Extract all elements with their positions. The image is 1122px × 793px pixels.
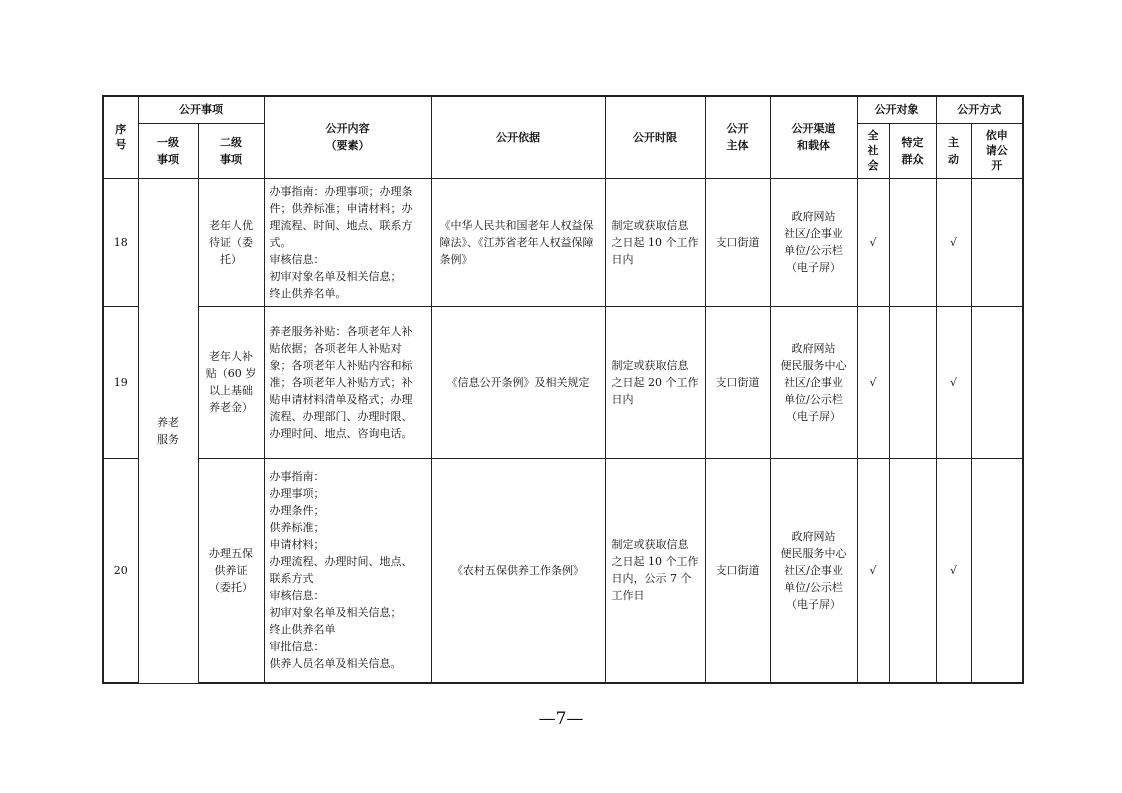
row-target-all-check: √	[857, 458, 889, 683]
row-target-all-check: √	[857, 178, 889, 306]
row-target-all-check: √	[857, 306, 889, 458]
row-channel: 政府网站 社区/企事业 单位/公示栏 （电子屏）	[770, 178, 857, 306]
header-target-specific: 特定 群众	[889, 123, 936, 178]
row-method-request-check	[971, 306, 1023, 458]
category-level1: 养老 服务	[138, 178, 198, 683]
table-row	[103, 306, 1023, 458]
row-method-request-check	[971, 178, 1023, 306]
row-subject: 支口街道	[705, 306, 770, 458]
row-subject: 支口街道	[705, 178, 770, 306]
row-level2: 老年人补 贴（60 岁 以上基础 养老金）	[198, 306, 264, 458]
row-channel: 政府网站 便民服务中心 社区/企事业 单位/公示栏 （电子屏）	[770, 306, 857, 458]
table-row	[103, 458, 1023, 683]
header-deadline: 公开时限	[605, 96, 705, 178]
header-row-1	[103, 96, 1023, 123]
table-row	[103, 178, 1023, 306]
header-channel: 公开渠道 和载体	[770, 96, 857, 178]
row-seq: 20	[103, 458, 138, 683]
row-deadline: 制定或获取信息之日起 10 个工作日内	[605, 178, 705, 306]
row-basis: 《信息公开条例》及相关规定	[431, 306, 605, 458]
header-method-request: 依申请公开	[971, 123, 1023, 178]
row-content: 养老服务补贴：各项老年人补 贴依据；各项老年人补贴对 象；各项老年人补贴内容和标 准；各项老年人补贴方式；补 贴申请材料清单及格式；办理 流程、办理部门、办理时限、 办理时间、地点、咨询电话。	[264, 306, 431, 458]
row-target-specific-check	[889, 306, 936, 458]
header-basis: 公开依据	[431, 96, 605, 178]
header-content: 公开内容 （要素）	[264, 96, 431, 178]
row-basis: 《中华人民共和国老年人权益保障法》、《江苏省老年人权益保障条例》	[431, 178, 605, 306]
row-level2: 老年人优 待证（委 托）	[198, 178, 264, 306]
page-number: —7—	[538, 709, 584, 729]
row-method-request-check	[971, 458, 1023, 683]
row-deadline: 制定或获取信息之日起 20 个工作日内	[605, 306, 705, 458]
header-target: 公开对象	[857, 96, 936, 123]
row-method-active-check: √	[936, 306, 971, 458]
row-subject: 支口街道	[705, 458, 770, 683]
row-seq: 18	[103, 178, 138, 306]
header-method: 公开方式	[936, 96, 1023, 123]
row-basis: 《农村五保供养工作条例》	[431, 458, 605, 683]
row-method-active-check: √	[936, 458, 971, 683]
row-channel: 政府网站 便民服务中心 社区/企事业 单位/公示栏 （电子屏）	[770, 458, 857, 683]
row-seq: 19	[103, 306, 138, 458]
header-level1: 一级 事项	[138, 123, 198, 178]
header-level2: 二级 事项	[198, 123, 264, 178]
row-deadline: 制定或获取信息之日起 10 个工作日内，公示 7 个工作日	[605, 458, 705, 683]
row-method-active-check: √	[936, 178, 971, 306]
header-seq: 序号	[103, 96, 138, 178]
header-method-active: 主 动	[936, 123, 971, 178]
disclosure-table	[102, 95, 1024, 684]
row-target-specific-check	[889, 178, 936, 306]
header-target-all: 全社会	[857, 123, 889, 178]
header-subject: 公开 主体	[705, 96, 770, 178]
row-target-specific-check	[889, 458, 936, 683]
row-level2: 办理五保 供养证 （委托）	[198, 458, 264, 683]
row-content: 办事指南：办理事项；办理条 件；供养标准；申请材料；办 理流程、时间、地点、联系方 式。 审核信息： 初审对象名单及相关信息； 终止供养名单。	[264, 178, 431, 306]
row-content: 办事指南： 办理事项； 办理条件； 供养标准； 申请材料； 办理流程、办理时间、地点、 联系方式 审核信息： 初审对象名单及相关信息； 终止供养名单 审批信息： 供养人员名单及相关信息。	[264, 458, 431, 683]
header-category: 公开事项	[138, 96, 264, 123]
